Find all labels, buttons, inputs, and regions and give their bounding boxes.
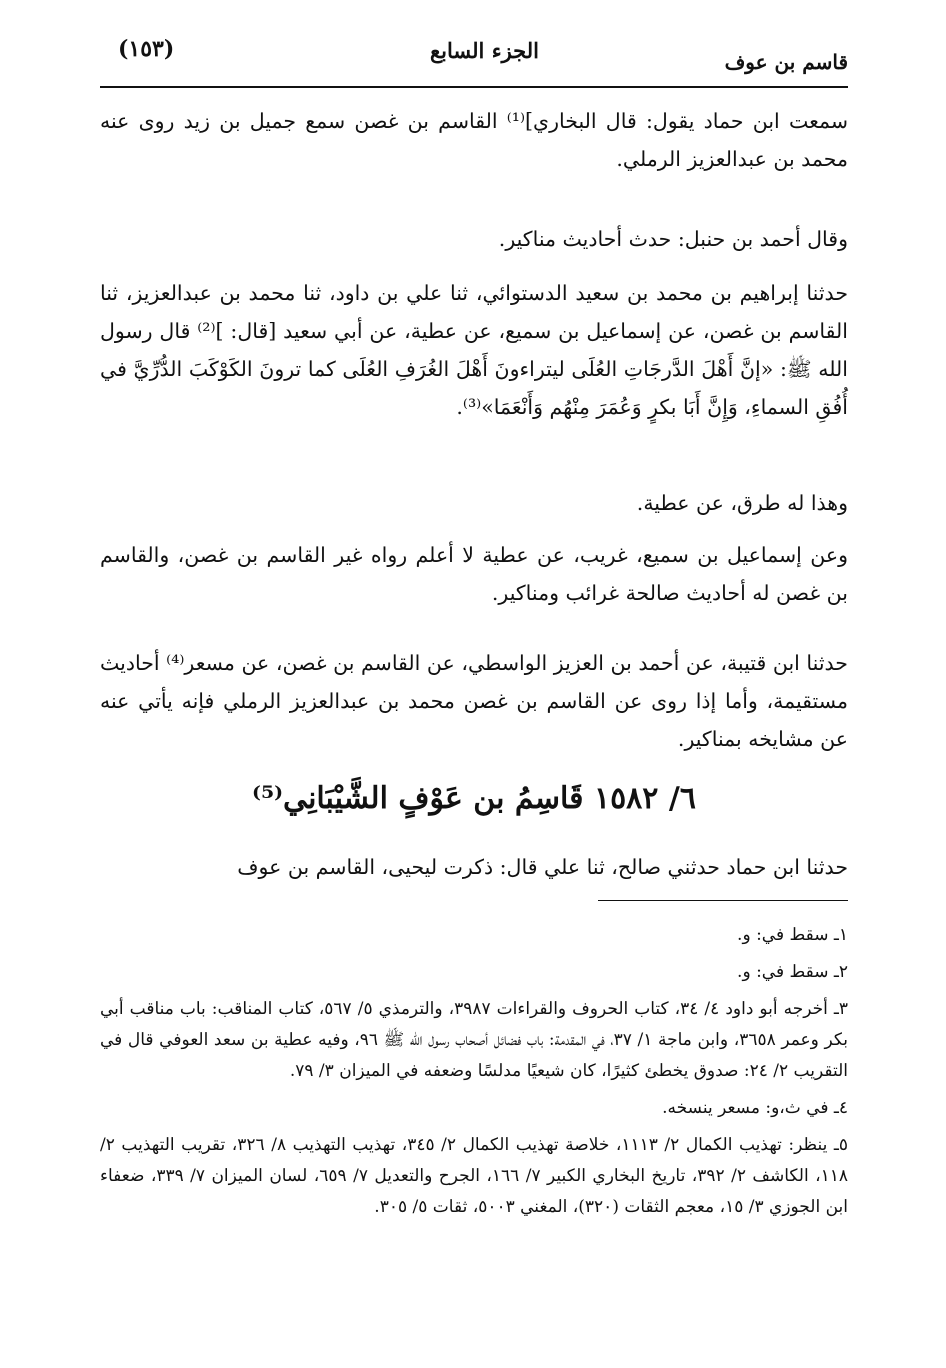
- paragraph-2: [100, 220, 848, 258]
- header-rule: [100, 86, 848, 88]
- paragraph-5-text: وعن إسماعيل بن سميع، غريب، عن عطية لا أعلم رواه غير القاسم بن غصن، والقاسم بن غصن له أحاديث صالحة غرائب ومناكير.: [100, 543, 848, 605]
- footnote-1: ١ـ سقط في: و.: [737, 925, 848, 945]
- paragraph-6-text: حدثنا ابن قتيبة، عن أحمد بن العزيز الواسطي، عن القاسم بن غصن، عن مسعر⁽⁴⁾ أحاديث مستقيمة، وأما إذا روى عن القاسم بن غصن محمد بن عبدالعزيز الرملي فإنه يأتي عنه عن مشايخه بمناكير.: [100, 651, 848, 751]
- volume-label: الجزء السابع: [430, 38, 539, 63]
- paragraph-2-text: وقال أحمد بن حنبل: حدث أحاديث مناكير.: [498, 227, 848, 251]
- paragraph-3: [100, 274, 848, 426]
- footnote-4: ٤ـ في ث،و: مسعر ينسخه.: [662, 1098, 848, 1118]
- paragraph-3-text: حدثنا إبراهيم بن محمد بن سعيد الدستوائي، ثنا علي بن داود، ثنا محمد بن عبدالعزيز، ثنا القاسم بن غصن، عن إسماعيل بن سميع، عن عطية، عن أبي سعيد [قال: ]⁽²⁾ قال رسول الله ﷺ: «إنَّ أَهْلَ الدَّرجَاتِ العُلَى ليتراءونَ أَهْلَ الغُرَفِ العُلَى كما ترونَ الكَوْكَبَ الدُّرِّيَّ في أُفُقِ السماءِ، وَإِنَّ أَبَا بكرٍ وَعُمَرَ مِنْهُم وَأَنْعَمَا»⁽³⁾.: [100, 281, 848, 419]
- paragraph-1-text: سمعت ابن حماد يقول: قال البخاري]⁽¹⁾ القاسم بن غصن سمع جميل بن زيد روى عنه محمد بن عبدالعزيز الرملي.: [100, 109, 848, 171]
- footnote-rule: [598, 900, 848, 901]
- paragraph-5: [100, 536, 848, 612]
- footnote-5: ٥ـ ينظر: تهذيب الكمال ٢/ ١١١٣، خلاصة تهذيب الكمال ٢/ ٣٤٥، تهذيب التهذيب ٨/ ٣٢٦، تقريب التهذيب ٢/ ١١٨، الكاشف ٢/ ٣٩٢، تاريخ البخاري الكبير ٧/ ١٦٦، الجرح والتعديل ٧/ ٦٥٩، لسان الميزان ٧/ ٣٣٩، ضعفاء ابن الجوزي ٣/ ١٥، معجم الثقات (٣٢٠)، المغني ٥٠٠٣، ثقات ٥/ ٣٠٥.: [100, 1135, 849, 1217]
- page-number: (١٥٣): [118, 36, 175, 62]
- paragraph-7: [100, 848, 848, 886]
- paragraph-4-text: وهذا له طرق، عن عطية.: [636, 491, 848, 515]
- paragraph-7-text: حدثنا ابن حماد حدثني صالح، ثنا علي قال: ذكرت ليحيى، القاسم بن عوف: [237, 855, 848, 879]
- footnote-2: ٢ـ سقط في: و.: [737, 962, 848, 982]
- footnote-3: ٣ـ أخرجه أبو داود ٤/ ٣٤، كتاب الحروف والقراءات ٣٩٨٧، والترمذي ٥/ ٥٦٧، كتاب المناقب: باب مناقب أبي بكر وعمر ٣٦٥٨، وابن ماجة ١/ ٣٧، في المقدمة: باب فضائل أصحاب رسول الله ﷺ ٩٦، وفيه عطية بن سعد العوفي قال في التقريب ٢/ ٢٤: صدوق يخطئ كثيرًا، كان شيعيًا مدلسًا وضعفه في الميزان ٣/ ٧٩.: [100, 999, 849, 1081]
- paragraph-1: [100, 102, 848, 178]
- paragraph-6: [100, 644, 848, 758]
- entry-title: ٦/ ١٥٨٢ قَاسِمُ بن عَوْفٍ الشَّيْبَانِي⁽⁵⁾: [252, 781, 696, 816]
- footnotes: [100, 920, 848, 1229]
- paragraph-4: [100, 484, 848, 522]
- running-title: قاسم بن عوف: [724, 50, 848, 74]
